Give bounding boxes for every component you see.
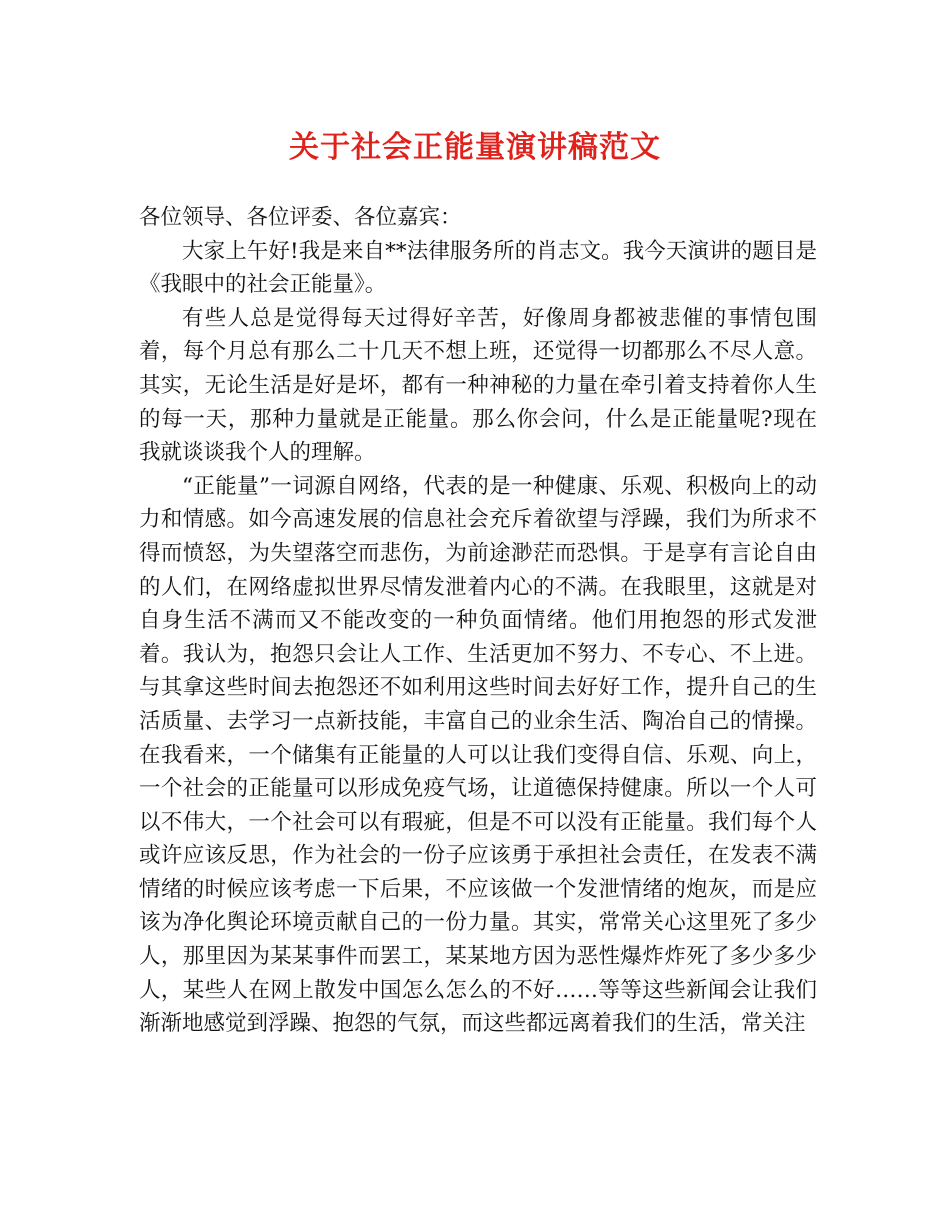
paragraph-1: 大家上午好!我是来自**法律服务所的肖志文。我今天演讲的题目是《我眼中的社会正能量》。	[139, 238, 817, 298]
salutation: 各位领导、各位评委、各位嘉宾：	[139, 205, 462, 230]
paragraph-2: 有些人总是觉得每天过得好辛苦，好像周身都被悲催的事情包围着，每个月总有那么二十几天不想上班，还觉得一切都那么不尽人意。其实，无论生活是好是坏，都有一种神秘的力量在牵引着支持着你人生的每一天，那种力量就是正能量。那么你会问，什么是正能量呢?现在我就谈谈我个人的理解。	[139, 305, 817, 466]
document-body	[139, 201, 817, 1041]
paragraph-3: “正能量”一词源自网络，代表的是一种健康、乐观、积极向上的动力和情感。如今高速发展的信息社会充斥着欲望与浮躁，我们为所求不得而愤怒，为失望落空而悲伤，为前途渺茫而恐惧。于是享有言论自由的人们，在网络虚拟世界尽情发泄着内心的不满。在我眼里，这就是对自身生活不满而又不能改变的一种负面情绪。他们用抱怨的形式发泄着。我认为，抱怨只会让人工作、生活更加不努力、不专心、不上进。与其拿这些时间去抱怨还不如利用这些时间去好好工作，提升自己的生活质量、去学习一点新技能，丰富自己的业余生活、陶冶自己的情操。在我看来，一个储集有正能量的人可以让我们变得自信、乐观、向上，一个社会的正能量可以形成免疫气场，让道德保持健康。所以一个人可以不伟大，一个社会可以有瑕疵，但是不可以没有正能量。我们每个人或许应该反思，作为社会的一份子应该勇于承担社会责任，在发表不满情绪的时候应该考虑一下后果，不应该做一个发泄情绪的炮灰，而是应该为净化舆论环境贡献自己的一份力量。其实，常常关心这里死了多少人，那里因为某某事件而罢工，某某地方因为恶性爆炸炸死了多少多少人，某些人在网上散发中国怎么怎么的不好……等等这些新闻会让我们渐渐地感觉到浮躁、抱怨的气氛，而这些都远离着我们的生活，常关注	[139, 473, 817, 1037]
document-title: 关于社会正能量演讲稿范文	[289, 130, 661, 165]
